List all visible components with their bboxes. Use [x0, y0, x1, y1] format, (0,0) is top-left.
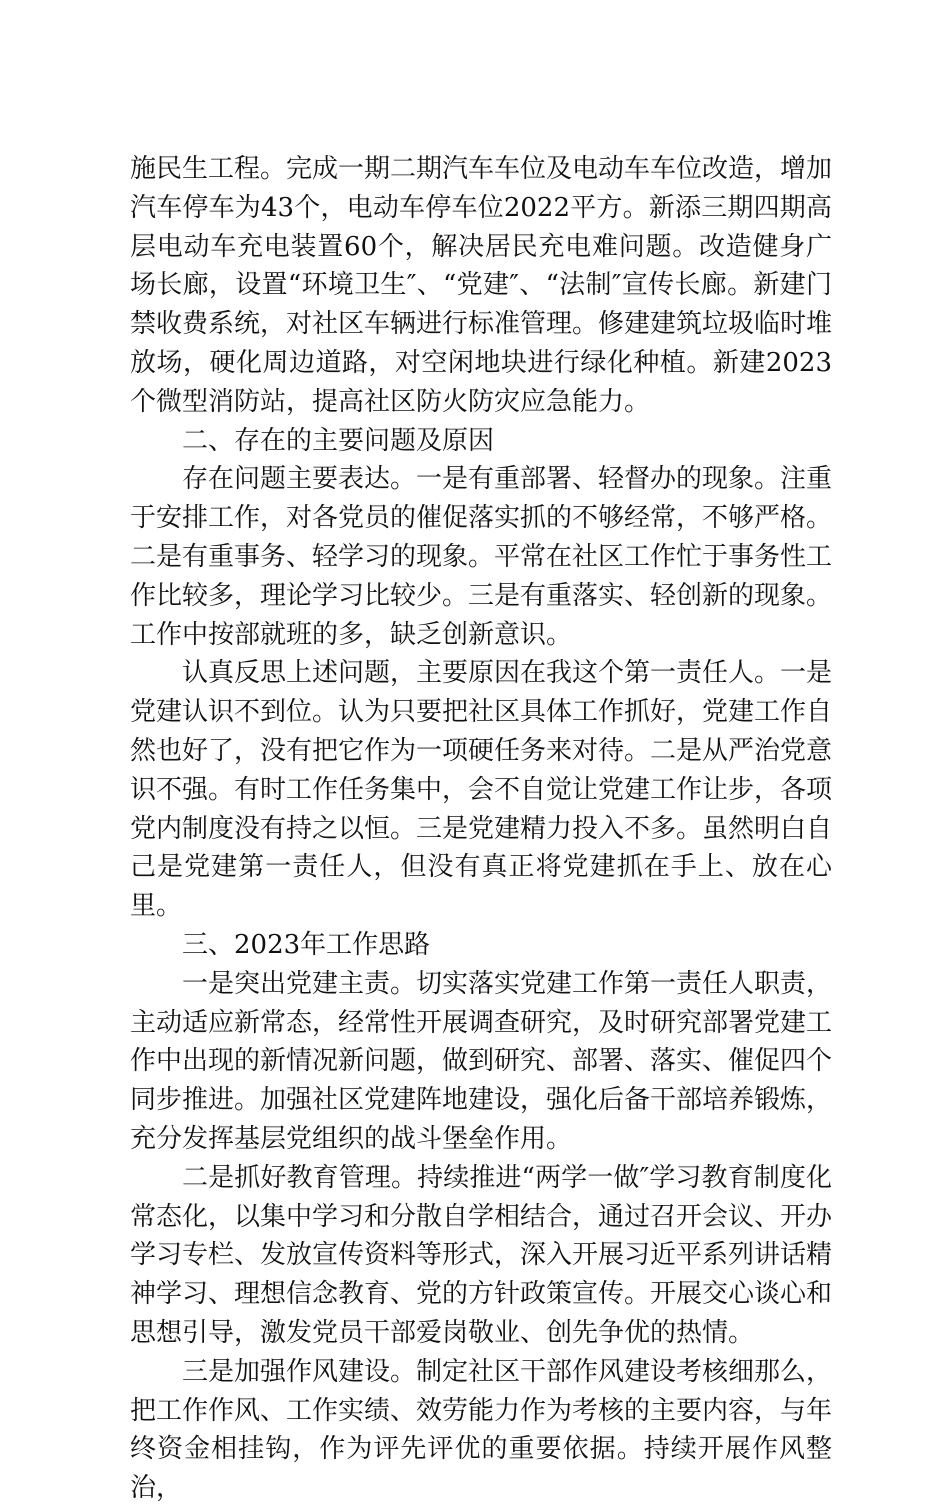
paragraph-work-style: 三是加强作风建设。制定社区干部作风建设考核细那么，把工作作风、工作实绩、效劳能力作为考核的主要内容，与年终资金相挂钩，作为评先评优的重要依据。持续开展作风整治， — [130, 1356, 833, 1504]
paragraph-livelihood-projects: 施民生工程。完成一期二期汽车车位及电动车车位改造，增加汽车停车为43个，电动车停车位2022平方。新添三期四期高层电动车充电装置60个，解决居民充电难问题。改造健身广场长廊，设置“环境卫生″、“党建″、“法制″宣传长廊。新建门禁收费系统，对社区车辆进行标准管理。修建建筑垃圾临时堆放场，硬化周边道路，对空闲地块进行绿化种植。新建2023个微型消防站，提高社区防火防灾应急能力。 — [130, 154, 833, 417]
document-body — [130, 150, 832, 1508]
paragraph-party-responsibility: 一是突出党建主责。切实落实党建工作第一责任人职责，主动适应新常态，经常性开展调查研究，及时研究部署党建工作中出现的新情况新问题，做到研究、部署、落实、催促四个同步推进。加强社区党建阵地建设，强化后备干部培养锻炼，充分发挥基层党组织的战斗堡垒作用。 — [130, 968, 833, 1154]
paragraph-education-management: 二是抓好教育管理。持续推进“两学一做″学习教育制度化常态化，以集中学习和分散自学相结合，通过召开会议、开办学习专栏、发放宣传资料等形式，深入开展习近平系列讲话精神学习、理想信念教育、党的方针政策宣传。开展交心谈心和思想引导，激发党员干部爱岗敬业、创先争优的热情。 — [130, 1162, 833, 1348]
paragraph-problems: 存在问题主要表达。一是有重部署、轻督办的现象。注重于安排工作，对各党员的催促落实抓的不够经常，不够严格。二是有重事务、轻学习的现象。平常在社区工作忙于事务性工作比较多，理论学习比较少。三是有重落实、轻创新的现象。工作中按部就班的多，缺乏创新意识。 — [130, 464, 833, 650]
section-heading-work-plan: 三、2023年工作思路 — [182, 929, 431, 960]
paragraph-causes: 认真反思上述问题，主要原因在我这个第一责任人。一是党建认识不到位。认为只要把社区具体工作抓好，党建工作自然也好了，没有把它作为一项硬任务来对待。二是从严治党意识不强。有时工作任务集中，会不自觉让党建工作让步，各项党内制度没有持之以恒。三是党建精力投入不多。虽然明白自己是党建第一责任人，但没有真正将党建抓在手上、放在心里。 — [130, 658, 833, 922]
section-heading-problems: 二、存在的主要问题及原因 — [182, 425, 495, 456]
